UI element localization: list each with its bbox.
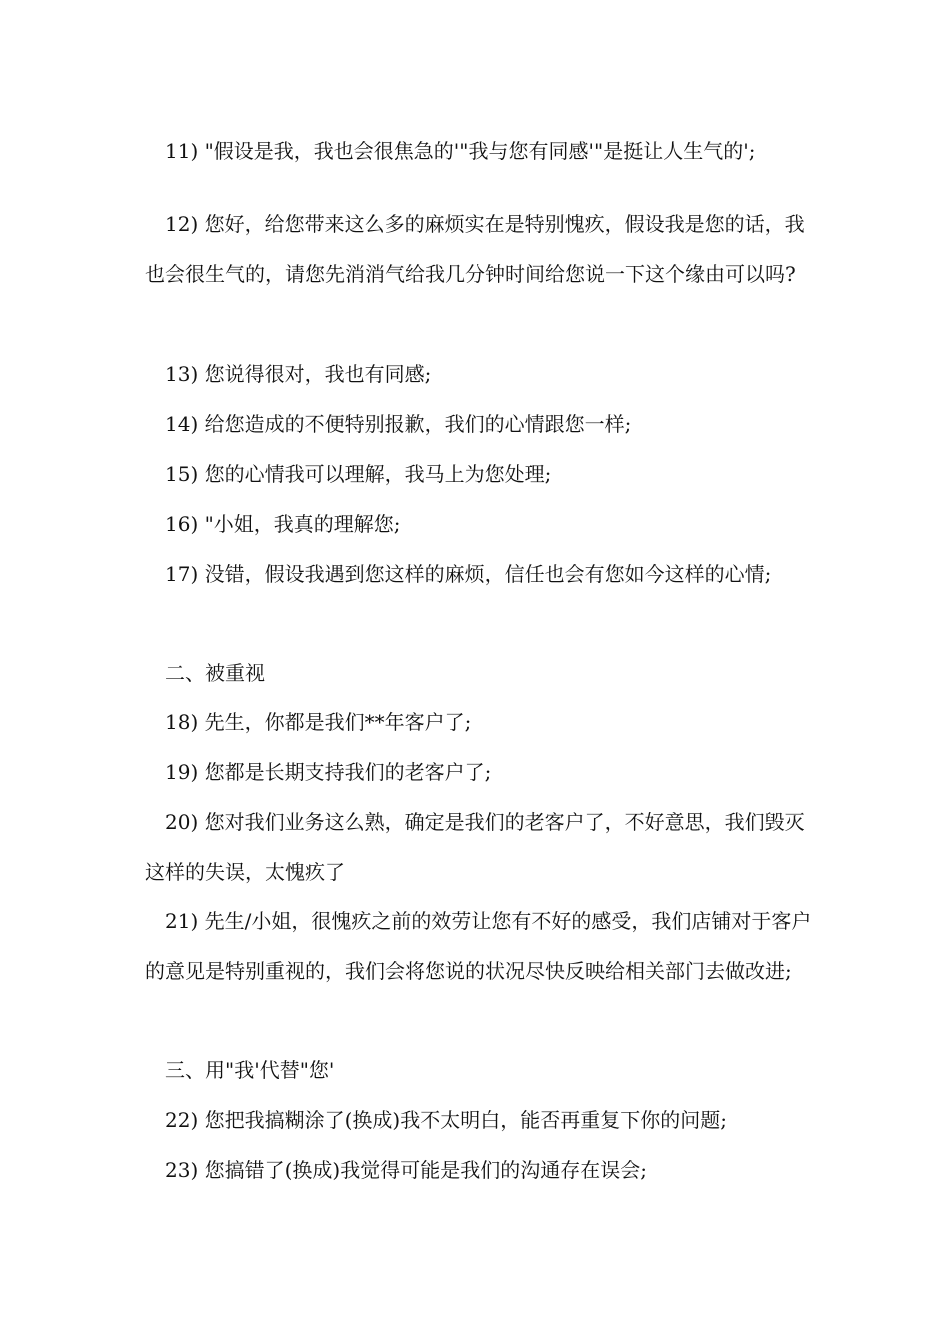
paragraph-22: 22) 您把我搞糊涂了(换成)我不太明白，能否再重复下你的问题; bbox=[165, 1108, 727, 1132]
section-heading-2: 二、被重视 bbox=[165, 661, 265, 685]
section-heading-3: 三、用"我'代替"您' bbox=[165, 1058, 335, 1082]
paragraph-18: 18) 先生，你都是我们**年客户了; bbox=[165, 710, 472, 734]
paragraph-17: 17) 没错，假设我遇到您这样的麻烦，信任也会有您如今这样的心情; bbox=[165, 562, 772, 586]
paragraph-20: 20) 您对我们业务这么熟，确定是我们的老客户了，不好意思，我们毁灭这样的失误，太愧疚了 bbox=[145, 810, 805, 884]
paragraph-15: 15) 您的心情我可以理解，我马上为您处理; bbox=[165, 462, 552, 486]
paragraph-13: 13) 您说得很对，我也有同感; bbox=[165, 362, 432, 386]
paragraph-23: 23) 您搞错了(换成)我觉得可能是我们的沟通存在误会; bbox=[165, 1158, 647, 1182]
paragraph-19: 19) 您都是长期支持我们的老客户了; bbox=[165, 760, 492, 784]
paragraph-11: 11) "假设是我，我也会很焦急的'"我与您有同感'"是挺让人生气的'; bbox=[165, 139, 756, 163]
paragraph-21: 21) 先生/小姐，很愧疚之前的效劳让您有不好的感受，我们店铺对于客户的意见是特别重视的，我们会将您说的状况尽快反映给相关部门去做改进; bbox=[145, 909, 812, 983]
paragraph-12: 12) 您好，给您带来这么多的麻烦实在是特别愧疚，假设我是您的话，我也会很生气的，请您先消消气给我几分钟时间给您说一下这个缘由可以吗? bbox=[145, 212, 805, 286]
paragraph-16: 16) "小姐，我真的理解您; bbox=[165, 512, 401, 536]
paragraph-14: 14) 给您造成的不便特别报歉，我们的心情跟您一样; bbox=[165, 412, 632, 436]
